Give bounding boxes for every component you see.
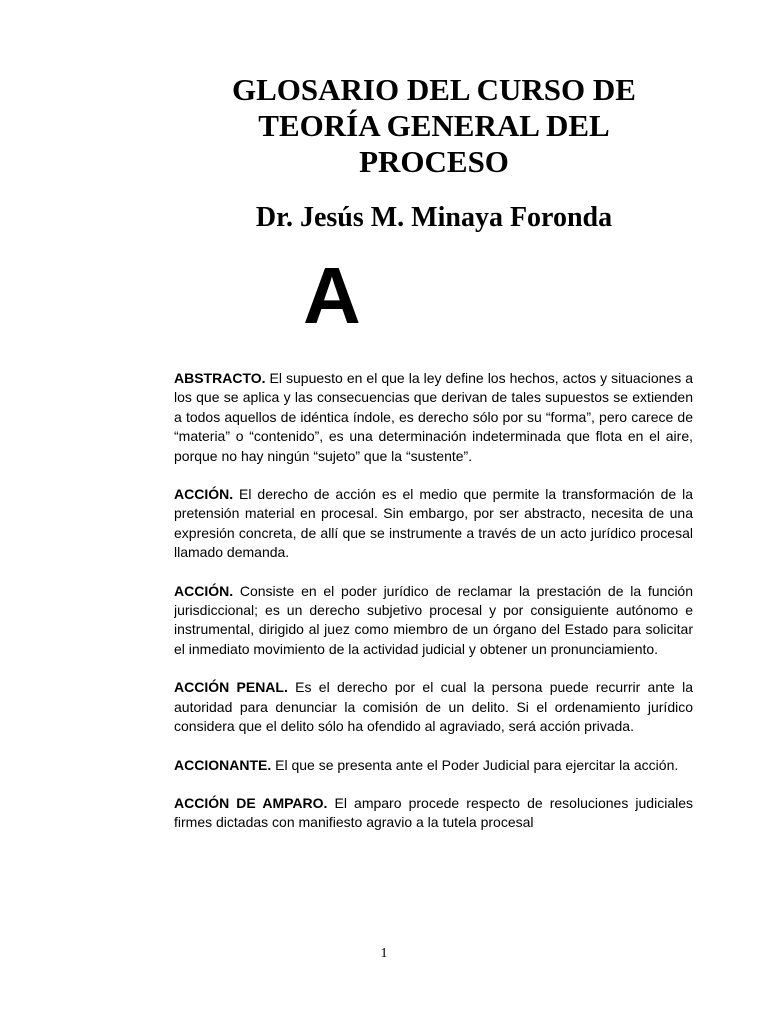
- entry-term: ACCIONANTE.: [174, 756, 272, 773]
- entry-term: ACCIÓN.: [174, 582, 234, 599]
- title-line-1: GLOSARIO DEL CURSO DE: [232, 72, 636, 107]
- glossary-entry-accionante: [174, 756, 693, 775]
- page-number: 1: [380, 946, 388, 961]
- title-line-3: PROCESO: [359, 144, 509, 179]
- entry-term: ACCIÓN DE AMPARO.: [174, 794, 328, 811]
- entry-definition: Consiste en el poder jurídico de reclamar la prestación de la función jurisdiccional; es un derecho subjetivo procesal y por consiguiente autónomo e instrumental, dirigido al juez como miembro de un órgano del Estado para solicitar el inmediato movimiento de la actividad judicial y obtener un pronunciamiento.: [174, 582, 693, 657]
- glossary-entry-abstracto: [174, 369, 693, 466]
- glossary-entry-accion-penal: [174, 678, 693, 736]
- entry-definition: Es el derecho por el cual la persona puede recurrir ante la autoridad para denunciar la comisión de un delito. Si el ordenamiento jurídico considera que el delito sólo ha ofendido al agraviado, será acción privada.: [174, 679, 693, 735]
- glossary-entries: [174, 369, 693, 939]
- entry-term: ABSTRACTO.: [174, 370, 266, 386]
- entry-definition: El derecho de acción es el medio que permite la transformación de la pretensión material en procesal. Sin embargo, por ser abstracto, necesita de una expresión concreta, de allí que se instrumente a través de un acto jurídico procesal llamado demanda.: [174, 486, 693, 561]
- entry-term: ACCIÓN PENAL.: [174, 679, 288, 696]
- section-letter: A: [303, 251, 361, 340]
- title-line-2: TEORÍA GENERAL DEL: [258, 108, 610, 143]
- entry-term: ACCIÓN.: [174, 486, 234, 503]
- entry-definition: El que se presenta ante el Poder Judicial para ejercitar la acción.: [275, 756, 679, 773]
- entry-definition: El amparo procede respecto de resoluciones judiciales firmes dictadas con manifiesto agravio a la tutela procesal: [174, 794, 693, 831]
- document-title: [150, 72, 718, 180]
- author-name: Dr. Jesús M. Minaya Foronda: [255, 202, 613, 233]
- glossary-entry-accion-1: [174, 485, 693, 563]
- glossary-entry-accion-de-amparo: [174, 794, 693, 833]
- entry-definition: El supuesto en el que la ley define los hechos, actos y situaciones a los que se aplica y las consecuencias que derivan de tales supuestos se extienden a todos aquellos de idéntica índole, es derecho sólo por su “forma”, pero carece de “materia” o “contenido”, es una determinación indeterminada que flota en el aire, porque no hay ningún “sujeto” que la “sustente”.: [174, 370, 693, 464]
- glossary-entry-accion-2: [174, 582, 693, 660]
